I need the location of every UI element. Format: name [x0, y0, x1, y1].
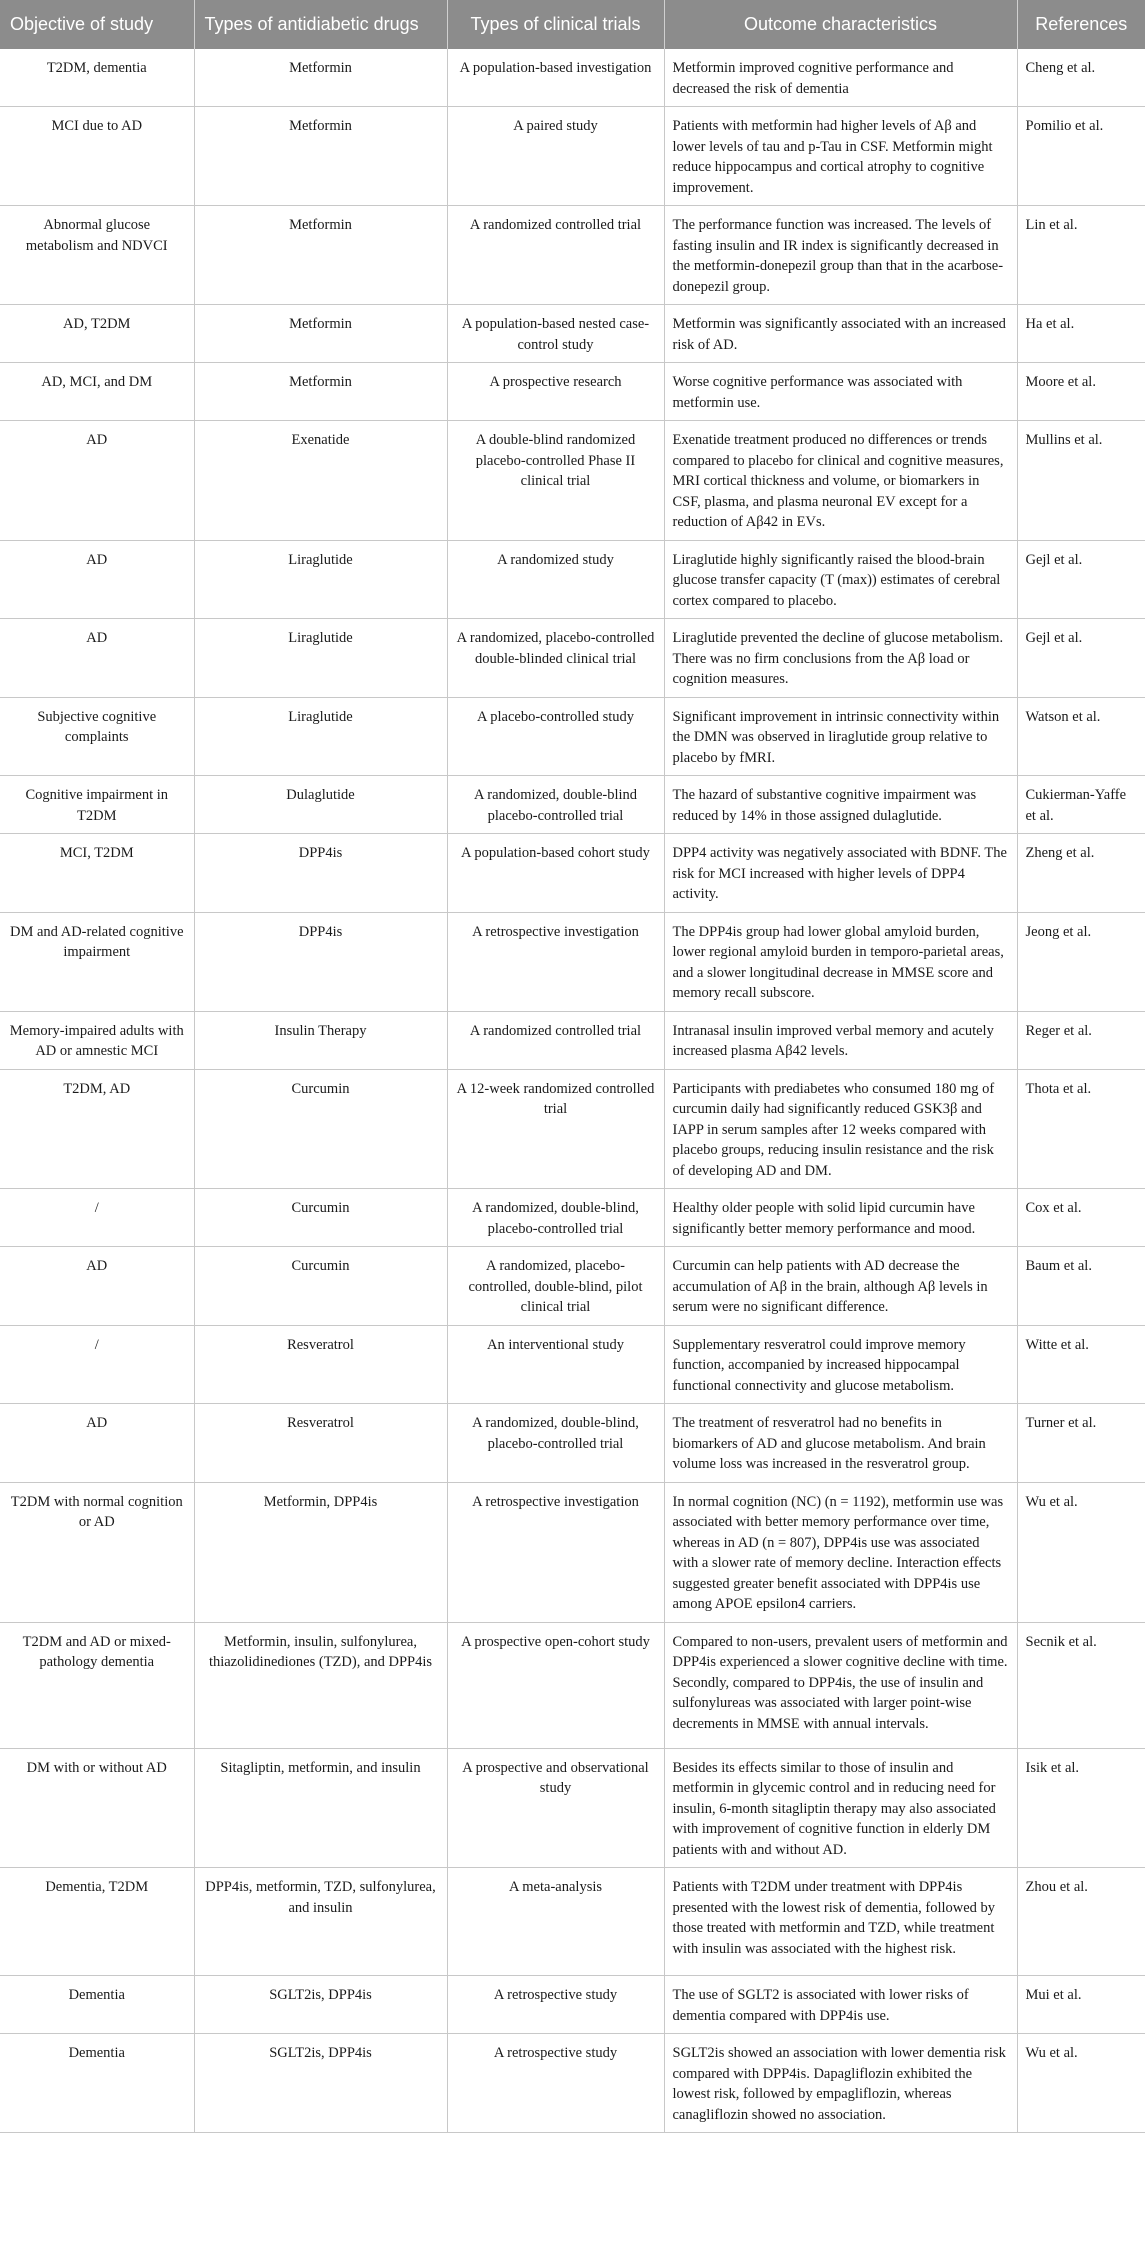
cell-trials: A randomized controlled trial — [447, 206, 664, 305]
cell-trials: A population-based investigation — [447, 49, 664, 107]
cell-objective: DM with or without AD — [0, 1748, 194, 1868]
cell-trials: A randomized study — [447, 540, 664, 619]
cell-objective: T2DM, AD — [0, 1069, 194, 1189]
table-row — [0, 363, 1145, 421]
cell-references: Wu et al. — [1017, 1482, 1145, 1622]
cell-objective: T2DM with normal cognition or AD — [0, 1482, 194, 1622]
cell-references: Isik et al. — [1017, 1748, 1145, 1868]
cell-trials: A prospective and observational study — [447, 1748, 664, 1868]
cell-outcome: The performance function was increased. The levels of fasting insulin and IR index is significantly decreased in the metformin-donepezil group than that in the acarbose-donepezil group. — [664, 206, 1017, 305]
cell-drugs: Liraglutide — [194, 540, 447, 619]
cell-outcome: Patients with T2DM under treatment with DPP4is presented with the lowest risk of dementia, followed by those treated with metformin and TZD, while treatment with insulin was associated with the highest risk. — [664, 1868, 1017, 1976]
cell-drugs: Metformin, DPP4is — [194, 1482, 447, 1622]
cell-references: Watson et al. — [1017, 697, 1145, 776]
cell-trials: A population-based cohort study — [447, 834, 664, 913]
cell-trials: A prospective research — [447, 363, 664, 421]
cell-outcome: Besides its effects similar to those of insulin and metformin in glycemic control and in reducing need for insulin, 6-month sitagliptin therapy may also associated with improvement of cognitive function in elderly DM patients with and without AD. — [664, 1748, 1017, 1868]
cell-drugs: DPP4is — [194, 912, 447, 1011]
cell-outcome: DPP4 activity was negatively associated with BDNF. The risk for MCI increased with higher levels of DPP4 activity. — [664, 834, 1017, 913]
cell-trials: A meta-analysis — [447, 1868, 664, 1976]
cell-trials: A randomized controlled trial — [447, 1011, 664, 1069]
table-row — [0, 1189, 1145, 1247]
table-row — [0, 1976, 1145, 2034]
cell-drugs: Curcumin — [194, 1247, 447, 1326]
table-row — [0, 1069, 1145, 1189]
cell-trials: A retrospective study — [447, 1976, 664, 2034]
cell-objective: MCI due to AD — [0, 107, 194, 206]
cell-trials: A paired study — [447, 107, 664, 206]
cell-objective: AD, MCI, and DM — [0, 363, 194, 421]
table-row — [0, 1482, 1145, 1622]
cell-drugs: Metformin, insulin, sulfonylurea, thiazolidinediones (TZD), and DPP4is — [194, 1622, 447, 1748]
table-row — [0, 421, 1145, 541]
cell-outcome: Compared to non-users, prevalent users of metformin and DPP4is experienced a slower cognitive decline with time. Secondly, compared to DPP4is, the use of insulin and sulfonylureas was associated with larger point-wise decrements in MMSE with annual intervals. — [664, 1622, 1017, 1748]
cell-drugs: Metformin — [194, 107, 447, 206]
cell-outcome: Metformin was significantly associated with an increased risk of AD. — [664, 305, 1017, 363]
cell-trials: A randomized, placebo-controlled double-blinded clinical trial — [447, 619, 664, 698]
header-objective: Objective of study — [0, 0, 194, 49]
cell-outcome: Patients with metformin had higher levels of Aβ and lower levels of tau and p-Tau in CSF. Metformin might reduce hippocampus and cortical atrophy to cognitive improvement. — [664, 107, 1017, 206]
cell-drugs: DPP4is, metformin, TZD, sulfonylurea, and insulin — [194, 1868, 447, 1976]
cell-drugs: Dulaglutide — [194, 776, 447, 834]
cell-references: Reger et al. — [1017, 1011, 1145, 1069]
header-trials: Types of clinical trials — [447, 0, 664, 49]
cell-references: Wu et al. — [1017, 2034, 1145, 2133]
cell-objective: T2DM and AD or mixed-pathology dementia — [0, 1622, 194, 1748]
table-row — [0, 912, 1145, 1011]
cell-drugs: Liraglutide — [194, 697, 447, 776]
cell-outcome: Supplementary resveratrol could improve memory function, accompanied by increased hippocampal functional connectivity and glucose metabolism. — [664, 1325, 1017, 1404]
cell-trials: A randomized, double-blind, placebo-controlled trial — [447, 1189, 664, 1247]
cell-references: Cheng et al. — [1017, 49, 1145, 107]
cell-outcome: Worse cognitive performance was associated with metformin use. — [664, 363, 1017, 421]
cell-references: Zhou et al. — [1017, 1868, 1145, 1976]
header-outcome: Outcome characteristics — [664, 0, 1017, 49]
cell-references: Witte et al. — [1017, 1325, 1145, 1404]
header-drugs: Types of antidiabetic drugs — [194, 0, 447, 49]
cell-outcome: Curcumin can help patients with AD decrease the accumulation of Aβ in the brain, although Aβ levels in serum were no significant difference. — [664, 1247, 1017, 1326]
table-row — [0, 697, 1145, 776]
table-row — [0, 1868, 1145, 1976]
cell-trials: An interventional study — [447, 1325, 664, 1404]
cell-drugs: Metformin — [194, 49, 447, 107]
cell-objective: AD — [0, 1247, 194, 1326]
table-row — [0, 834, 1145, 913]
cell-references: Thota et al. — [1017, 1069, 1145, 1189]
cell-references: Turner et al. — [1017, 1404, 1145, 1483]
cell-objective: MCI, T2DM — [0, 834, 194, 913]
cell-drugs: SGLT2is, DPP4is — [194, 2034, 447, 2133]
cell-trials: A randomized, placebo-controlled, double-blind, pilot clinical trial — [447, 1247, 664, 1326]
cell-objective: Cognitive impairment in T2DM — [0, 776, 194, 834]
cell-references: Cox et al. — [1017, 1189, 1145, 1247]
cell-references: Zheng et al. — [1017, 834, 1145, 913]
cell-outcome: The treatment of resveratrol had no benefits in biomarkers of AD and glucose metabolism. And brain volume loss was increased in the resveratrol group. — [664, 1404, 1017, 1483]
cell-objective: AD — [0, 1404, 194, 1483]
cell-objective: Dementia — [0, 1976, 194, 2034]
table-row — [0, 1748, 1145, 1868]
cell-drugs: Insulin Therapy — [194, 1011, 447, 1069]
cell-references: Cukierman-Yaffe et al. — [1017, 776, 1145, 834]
cell-drugs: SGLT2is, DPP4is — [194, 1976, 447, 2034]
cell-references: Gejl et al. — [1017, 540, 1145, 619]
cell-references: Moore et al. — [1017, 363, 1145, 421]
cell-objective: AD, T2DM — [0, 305, 194, 363]
cell-drugs: Curcumin — [194, 1069, 447, 1189]
cell-objective: Dementia — [0, 2034, 194, 2133]
cell-drugs: Metformin — [194, 305, 447, 363]
cell-objective: DM and AD-related cognitive impairment — [0, 912, 194, 1011]
cell-references: Gejl et al. — [1017, 619, 1145, 698]
cell-objective: AD — [0, 540, 194, 619]
cell-trials: A placebo-controlled study — [447, 697, 664, 776]
cell-references: Lin et al. — [1017, 206, 1145, 305]
cell-objective: / — [0, 1189, 194, 1247]
cell-drugs: DPP4is — [194, 834, 447, 913]
cell-outcome: The hazard of substantive cognitive impairment was reduced by 14% in those assigned dulaglutide. — [664, 776, 1017, 834]
cell-outcome: Healthy older people with solid lipid curcumin have significantly better memory performance and mood. — [664, 1189, 1017, 1247]
cell-outcome: Intranasal insulin improved verbal memory and acutely increased plasma Aβ42 levels. — [664, 1011, 1017, 1069]
cell-references: Pomilio et al. — [1017, 107, 1145, 206]
cell-objective: Abnormal glucose metabolism and NDVCI — [0, 206, 194, 305]
header-row — [0, 0, 1145, 49]
cell-drugs: Exenatide — [194, 421, 447, 541]
cell-trials: A randomized, double-blind placebo-controlled trial — [447, 776, 664, 834]
cell-outcome: Significant improvement in intrinsic connectivity within the DMN was observed in liraglutide group relative to placebo by fMRI. — [664, 697, 1017, 776]
table-header — [0, 0, 1145, 49]
cell-trials: A double-blind randomized placebo-controlled Phase II clinical trial — [447, 421, 664, 541]
cell-outcome: The use of SGLT2 is associated with lower risks of dementia compared with DPP4is use. — [664, 1976, 1017, 2034]
table-row — [0, 305, 1145, 363]
table-row — [0, 1247, 1145, 1326]
cell-outcome: The DPP4is group had lower global amyloid burden, lower regional amyloid burden in temporo-parietal areas, and a slower longitudinal decrease in MMSE score and memory recall subscore. — [664, 912, 1017, 1011]
cell-trials: A randomized, double-blind, placebo-controlled trial — [447, 1404, 664, 1483]
cell-objective: Memory-impaired adults with AD or amnestic MCI — [0, 1011, 194, 1069]
cell-trials: A prospective open-cohort study — [447, 1622, 664, 1748]
cell-references: Ha et al. — [1017, 305, 1145, 363]
table-row — [0, 49, 1145, 107]
cell-objective: T2DM, dementia — [0, 49, 194, 107]
cell-outcome: SGLT2is showed an association with lower dementia risk compared with DPP4is. Dapagliflozin exhibited the lowest risk, followed by empagliflozin, whereas canagliflozin showed no association. — [664, 2034, 1017, 2133]
cell-outcome: Metformin improved cognitive performance and decreased the risk of dementia — [664, 49, 1017, 107]
cell-outcome: Liraglutide prevented the decline of glucose metabolism. There was no firm conclusions from the Aβ load or cognition measures. — [664, 619, 1017, 698]
table-row — [0, 1404, 1145, 1483]
cell-objective: AD — [0, 619, 194, 698]
cell-outcome: Exenatide treatment produced no differences or trends compared to placebo for clinical and cognitive measures, MRI cortical thickness and volume, or biomarkers in CSF, plasma, and plasma neuronal EV except for a reduction of Aβ42 in EVs. — [664, 421, 1017, 541]
cell-drugs: Metformin — [194, 206, 447, 305]
cell-references: Mullins et al. — [1017, 421, 1145, 541]
cell-outcome: Participants with prediabetes who consumed 180 mg of curcumin daily had significantly reduced GSK3β and IAPP in serum samples after 12 weeks compared with placebo groups, reducing insulin resistance and the risk of developing AD and DM. — [664, 1069, 1017, 1189]
cell-trials: A population-based nested case-control study — [447, 305, 664, 363]
table-row — [0, 1011, 1145, 1069]
cell-objective: AD — [0, 421, 194, 541]
header-references: References — [1017, 0, 1145, 49]
table-row — [0, 206, 1145, 305]
cell-drugs: Curcumin — [194, 1189, 447, 1247]
cell-trials: A retrospective investigation — [447, 1482, 664, 1622]
table-row — [0, 107, 1145, 206]
table-row — [0, 1325, 1145, 1404]
cell-trials: A 12-week randomized controlled trial — [447, 1069, 664, 1189]
table-body — [0, 49, 1145, 2133]
cell-references: Secnik et al. — [1017, 1622, 1145, 1748]
cell-references: Baum et al. — [1017, 1247, 1145, 1326]
cell-objective: Dementia, T2DM — [0, 1868, 194, 1976]
cell-references: Jeong et al. — [1017, 912, 1145, 1011]
cell-outcome: In normal cognition (NC) (n = 1192), metformin use was associated with better memory performance over time, whereas in AD (n = 807), DPP4is use was associated with a slower rate of memory decline. Interaction effects suggested greater benefit associated with DPP4is use among APOE epsilon4 carriers. — [664, 1482, 1017, 1622]
table-row — [0, 2034, 1145, 2133]
cell-trials: A retrospective investigation — [447, 912, 664, 1011]
table-row — [0, 540, 1145, 619]
cell-objective: Subjective cognitive complaints — [0, 697, 194, 776]
cell-drugs: Resveratrol — [194, 1404, 447, 1483]
cell-drugs: Sitagliptin, metformin, and insulin — [194, 1748, 447, 1868]
cell-outcome: Liraglutide highly significantly raised the blood-brain glucose transfer capacity (T (max)) estimates of cerebral cortex compared to placebo. — [664, 540, 1017, 619]
cell-trials: A retrospective study — [447, 2034, 664, 2133]
table-row — [0, 1622, 1145, 1748]
cell-drugs: Liraglutide — [194, 619, 447, 698]
cell-drugs: Metformin — [194, 363, 447, 421]
table-row — [0, 619, 1145, 698]
cell-objective: / — [0, 1325, 194, 1404]
cell-drugs: Resveratrol — [194, 1325, 447, 1404]
cell-references: Mui et al. — [1017, 1976, 1145, 2034]
table-row — [0, 776, 1145, 834]
